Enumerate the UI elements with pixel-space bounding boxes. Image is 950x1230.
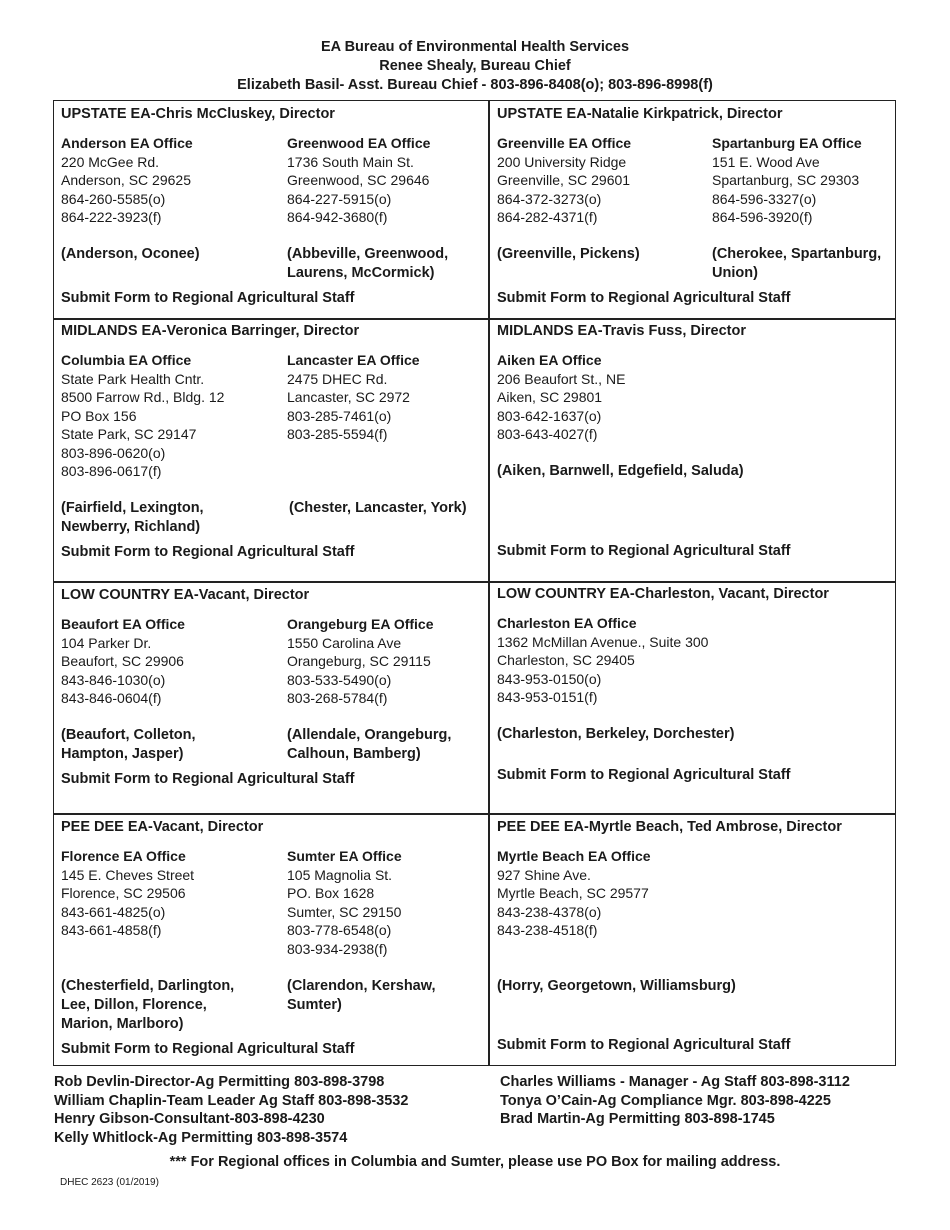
footer-contacts-right <box>500 1073 850 1129</box>
office-greenville <box>497 134 631 227</box>
office-fax: 864-282-4371(f) <box>497 209 598 225</box>
office-orangeburg <box>287 615 434 708</box>
contact-line: Tonya O’Cain-Ag Compliance Mgr. 803-898-4225 <box>500 1092 831 1109</box>
region-title: PEE DEE EA-Myrtle Beach, Ted Ambrose, Director <box>497 819 842 835</box>
counties-line: (Fairfield, Lexington, <box>61 500 204 516</box>
counties <box>287 726 451 764</box>
counties <box>61 726 196 764</box>
office-city: Spartanburg, SC 29303 <box>712 172 860 188</box>
office-name: Columbia EA Office <box>61 352 192 368</box>
counties-line: Newberry, Richland) <box>61 519 201 535</box>
contact-line: Kelly Whitlock-Ag Permitting 803-898-3574 <box>54 1129 348 1146</box>
row-divider <box>53 318 896 320</box>
office-city: Greenville, SC 29601 <box>497 172 631 188</box>
mailing-note: *** For Regional offices in Columbia and Sumter, please use PO Box for mailing address. <box>169 1154 781 1170</box>
counties <box>61 499 204 537</box>
office-name: Charleston EA Office <box>497 615 637 631</box>
counties-line: Lee, Dillon, Florence, <box>61 997 207 1013</box>
office-fax: 803-643-4027(f) <box>497 426 598 442</box>
office-address: 200 University Ridge <box>497 153 627 170</box>
office-beaufort <box>61 615 185 708</box>
counties-line: (Beaufort, Colleton, <box>61 727 196 743</box>
office-phone: 803-778-6548(o) <box>287 922 392 938</box>
office-name: Greenwood EA Office <box>287 135 431 151</box>
contact-line: Charles Williams - Manager - Ag Staff 803-898-3112 <box>500 1074 850 1090</box>
document-header <box>0 38 950 95</box>
office-address: 1362 McMillan Avenue., Suite 300 <box>497 633 709 650</box>
office-city: Lancaster, SC 2972 <box>287 389 410 405</box>
counties-line: Union) <box>712 265 758 281</box>
submit-instruction: Submit Form to Regional Agricultural Staff <box>497 1037 791 1053</box>
region-title: MIDLANDS EA-Travis Fuss, Director <box>497 323 746 339</box>
office-fax: 803-896-0617(f) <box>61 463 162 479</box>
counties <box>497 245 640 264</box>
counties-line: (Chester, Lancaster, York) <box>289 500 467 516</box>
counties-line: (Charleston, Berkeley, Dorchester) <box>497 726 735 742</box>
counties <box>497 462 744 481</box>
office-sumter <box>287 847 402 958</box>
counties-line: Calhoun, Bamberg) <box>287 746 421 762</box>
submit-instruction: Submit Form to Regional Agricultural Staff <box>497 290 791 306</box>
office-phone: 864-227-5915(o) <box>287 190 392 207</box>
bureau-title: EA Bureau of Environmental Health Services <box>320 39 630 55</box>
office-city: Beaufort, SC 29906 <box>61 653 184 669</box>
office-name: Myrtle Beach EA Office <box>497 848 651 864</box>
office-city: Greenwood, SC 29646 <box>287 172 430 188</box>
counties <box>287 245 448 283</box>
office-fax: 803-934-2938(f) <box>287 940 388 957</box>
counties-line: (Allendale, Orangeburg, <box>287 727 452 743</box>
office-city: Sumter, SC 29150 <box>287 903 402 920</box>
submit-instruction: Submit Form to Regional Agricultural Staff <box>61 290 355 306</box>
office-fax: 843-953-0151(f) <box>497 689 598 705</box>
office-city: Aiken, SC 29801 <box>497 389 603 405</box>
office-greenwood <box>287 134 430 227</box>
counties <box>289 499 467 518</box>
office-name: Aiken EA Office <box>497 352 602 368</box>
office-fax: 803-268-5784(f) <box>287 690 388 706</box>
contact-line: Henry Gibson-Consultant-803-898-4230 <box>54 1111 325 1127</box>
submit-instruction: Submit Form to Regional Agricultural Staff <box>497 543 791 559</box>
office-phone: 843-238-4378(o) <box>497 903 602 920</box>
office-spartanburg <box>712 134 862 227</box>
counties <box>712 245 881 283</box>
contact-line: Brad Martin-Ag Permitting 803-898-1745 <box>500 1111 775 1127</box>
office-aiken <box>497 351 625 444</box>
region-title: PEE DEE EA-Vacant, Director <box>61 819 264 835</box>
counties <box>61 245 200 264</box>
counties-line: (Greenville, Pickens) <box>497 246 640 262</box>
office-address: 206 Beaufort St., NE <box>497 370 626 387</box>
office-city: Myrtle Beach, SC 29577 <box>497 885 649 901</box>
counties-line: Marion, Marlboro) <box>61 1016 184 1032</box>
office-address: 104 Parker Dr. <box>61 634 152 651</box>
region-title: LOW COUNTRY EA-Vacant, Director <box>61 587 310 603</box>
submit-instruction: Submit Form to Regional Agricultural Staff <box>61 1041 355 1057</box>
office-city: State Park, SC 29147 <box>61 426 197 442</box>
office-address: 2475 DHEC Rd. <box>287 370 388 387</box>
counties-line: (Horry, Georgetown, Williamsburg) <box>497 978 736 994</box>
office-name: Beaufort EA Office <box>61 616 185 632</box>
counties-line: Laurens, McCormick) <box>287 265 435 281</box>
counties-line: (Abbeville, Greenwood, <box>287 246 449 262</box>
office-phone: 864-596-3327(o) <box>712 190 817 207</box>
office-fax: 843-846-0604(f) <box>61 690 162 706</box>
office-phone: 843-661-4825(o) <box>61 903 166 920</box>
region-title: LOW COUNTRY EA-Charleston, Vacant, Director <box>497 586 829 602</box>
office-address: State Park Health Cntr. <box>61 370 205 387</box>
office-florence <box>61 847 194 940</box>
office-address: 151 E. Wood Ave <box>712 153 820 170</box>
office-po-box: PO Box 156 <box>61 407 137 424</box>
office-address: 220 McGee Rd. <box>61 153 160 170</box>
office-city: Orangeburg, SC 29115 <box>287 653 431 669</box>
office-phone: 864-260-5585(o) <box>61 190 166 207</box>
row-divider <box>53 813 896 815</box>
office-fax: 843-238-4518(f) <box>497 922 598 938</box>
office-address: 8500 Farrow Rd., Bldg. 12 <box>61 389 225 405</box>
region-title: UPSTATE EA-Chris McCluskey, Director <box>61 106 335 122</box>
bureau-chief: Renee Shealy, Bureau Chief <box>379 58 571 74</box>
counties-line: (Chesterfield, Darlington, <box>61 978 235 994</box>
office-name: Lancaster EA Office <box>287 352 420 368</box>
office-anderson <box>61 134 193 227</box>
region-title: UPSTATE EA-Natalie Kirkpatrick, Director <box>497 106 783 122</box>
office-name: Greenville EA Office <box>497 135 632 151</box>
contact-line: Rob Devlin-Director-Ag Permitting 803-898-3798 <box>54 1074 385 1090</box>
office-name: Orangeburg EA Office <box>287 616 434 632</box>
office-address: 105 Magnolia St. <box>287 866 393 883</box>
counties-line: (Cherokee, Spartanburg, <box>712 246 882 262</box>
row-divider <box>53 581 896 583</box>
office-name: Anderson EA Office <box>61 135 193 151</box>
submit-instruction: Submit Form to Regional Agricultural Staff <box>61 771 355 787</box>
column-divider <box>488 100 490 1066</box>
contact-line: William Chaplin-Team Leader Ag Staff 803-898-3532 <box>54 1092 409 1109</box>
office-city: Florence, SC 29506 <box>61 885 186 901</box>
counties <box>287 977 436 1015</box>
office-phone: 864-372-3273(o) <box>497 190 602 207</box>
office-po-box: PO. Box 1628 <box>287 885 375 901</box>
counties-line: (Aiken, Barnwell, Edgefield, Saluda) <box>497 463 744 479</box>
office-phone: 843-953-0150(o) <box>497 670 602 687</box>
asst-bureau-chief: Elizabeth Basil- Asst. Bureau Chief - 803-896-8408(o); 803-896-8998(f) <box>237 77 713 93</box>
footer-contacts-left <box>54 1073 408 1147</box>
office-fax: 864-596-3920(f) <box>712 209 813 225</box>
office-address: 145 E. Cheves Street <box>61 866 195 883</box>
counties <box>497 725 734 744</box>
office-city: Charleston, SC 29405 <box>497 652 635 668</box>
office-phone: 803-642-1637(o) <box>497 407 602 424</box>
office-fax: 864-942-3680(f) <box>287 209 388 225</box>
office-address: 927 Shine Ave. <box>497 866 591 883</box>
office-name: Florence EA Office <box>61 848 186 864</box>
office-city: Anderson, SC 29625 <box>61 172 191 188</box>
submit-instruction: Submit Form to Regional Agricultural Staff <box>61 544 355 560</box>
office-name: Sumter EA Office <box>287 848 402 864</box>
office-columbia <box>61 351 224 481</box>
office-charleston <box>497 614 708 707</box>
office-fax: 864-222-3923(f) <box>61 209 162 225</box>
office-lancaster <box>287 351 420 444</box>
office-myrtle-beach <box>497 847 651 940</box>
office-fax: 803-285-5594(f) <box>287 426 388 442</box>
counties <box>497 977 736 996</box>
counties-line: (Anderson, Oconee) <box>61 246 200 262</box>
office-fax: 843-661-4858(f) <box>61 922 162 938</box>
office-address: 1550 Carolina Ave <box>287 634 402 651</box>
office-name: Spartanburg EA Office <box>712 135 862 151</box>
counties-line: Sumter) <box>287 997 342 1013</box>
region-title: MIDLANDS EA-Veronica Barringer, Director <box>61 323 360 339</box>
counties <box>61 977 234 1034</box>
office-phone: 843-846-1030(o) <box>61 671 166 688</box>
office-phone: 803-285-7461(o) <box>287 407 392 424</box>
office-phone: 803-896-0620(o) <box>61 444 166 461</box>
counties-line: (Clarendon, Kershaw, <box>287 978 436 994</box>
office-phone: 803-533-5490(o) <box>287 671 392 688</box>
submit-instruction: Submit Form to Regional Agricultural Staff <box>497 767 791 783</box>
form-number: DHEC 2623 (01/2019) <box>60 1177 159 1188</box>
office-address: 1736 South Main St. <box>287 153 414 170</box>
counties-line: Hampton, Jasper) <box>61 746 184 762</box>
